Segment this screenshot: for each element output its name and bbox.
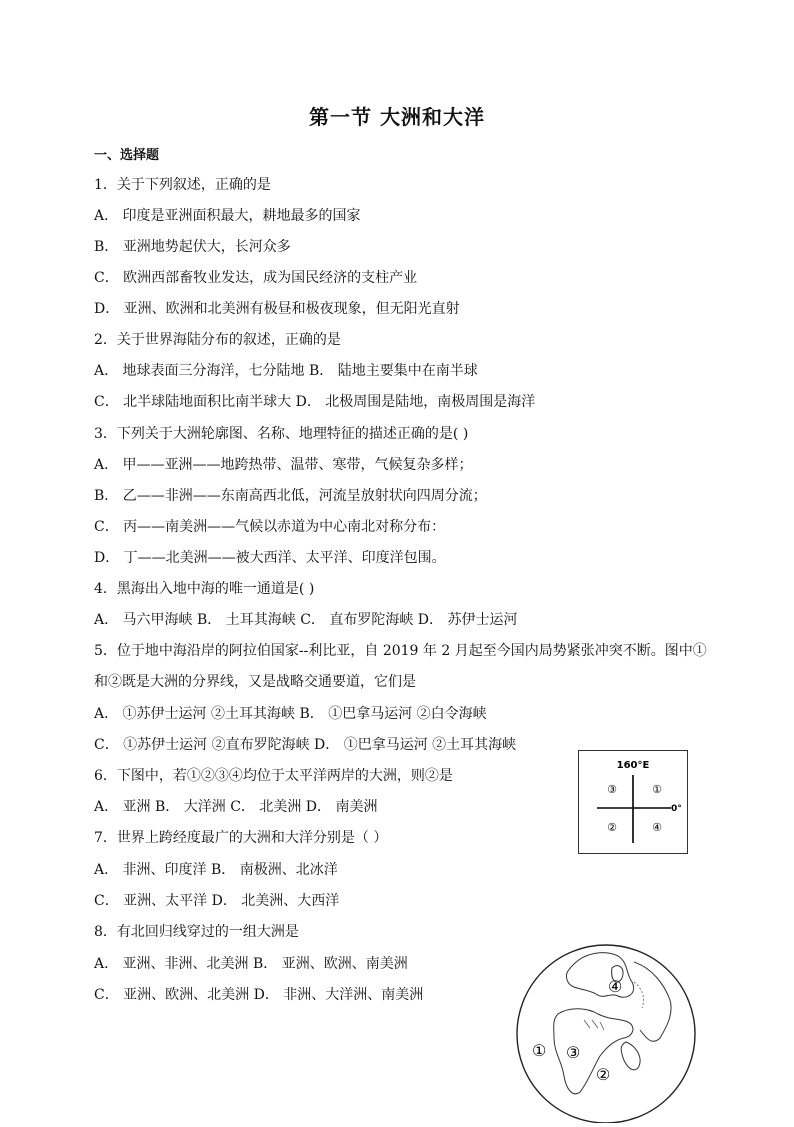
globe-label-3: ③ xyxy=(566,1043,581,1062)
q3-option-a: A． 甲——亚洲——地跨热带、温带、寒带，气候复杂多样； xyxy=(94,457,473,473)
quadrant-label-1: ① xyxy=(652,783,662,796)
q4-stem: 4．黑海出入地中海的唯一通道是( ) xyxy=(94,581,315,597)
q3-option-b: B． 乙——非洲——东南高西北低，河流呈放射状向四周分流； xyxy=(94,488,487,504)
q1-option-a: A． 印度是亚洲面积最大，耕地最多的国家 xyxy=(94,208,361,224)
q8-options-cd: C． 亚洲、欧洲、北美洲 D． 非洲、大洋洲、南美洲 xyxy=(94,987,424,1003)
section-heading: 一、选择题 xyxy=(94,148,160,163)
q5-stem-line1: 5．位于地中海沿岸的阿拉伯国家--利比亚，自 2019 年 2 月起至今国内局势紧张冲突不断。图中① xyxy=(94,643,707,659)
q5-options-ab: A． ①苏伊士运河 ②土耳其海峡 B． ①巴拿马运河 ②白令海峡 xyxy=(94,706,487,722)
page-title: 第一节 大洲和大洋 xyxy=(309,105,485,129)
q1-option-d: D． 亚洲、欧洲和北美洲有极昼和极夜现象，但无阳光直射 xyxy=(94,301,460,317)
quadrant-map xyxy=(578,750,688,854)
quadrant-label-3: ③ xyxy=(607,783,617,796)
q2-options-ab: A． 地球表面三分海洋，七分陆地 B． 陆地主要集中在南半球 xyxy=(94,363,478,379)
q3-option-d: D． 丁——北美洲——被大西洋、太平洋、印度洋包围。 xyxy=(94,550,446,566)
quadrant-label-4: ④ xyxy=(652,821,662,834)
quadrant-label-2: ② xyxy=(607,821,617,834)
quadrant-map-svg xyxy=(579,751,687,853)
q6-options: A． 亚洲 B． 大洋洲 C． 北美洲 D． 南美洲 xyxy=(94,799,378,815)
q8-options-ab: A． 亚洲、非洲、北美洲 B． 亚洲、欧洲、南美洲 xyxy=(94,956,408,972)
q1-option-c: C． 欧洲西部畜牧业发达，成为国民经济的支柱产业 xyxy=(94,270,418,286)
q2-options-cd: C． 北半球陆地面积比南半球大 D． 北极周围是陆地，南极周围是海洋 xyxy=(94,394,536,410)
q5-options-cd: C． ①苏伊士运河 ②直布罗陀海峡 D． ①巴拿马运河 ②土耳其海峡 xyxy=(94,737,517,753)
globe-label-4: ④ xyxy=(608,977,623,996)
q2-stem: 2．关于世界海陆分布的叙述，正确的是 xyxy=(94,332,341,348)
q7-options-cd: C． 亚洲、太平洋 D． 北美洲、大西洋 xyxy=(94,893,340,909)
q7-stem: 7．世界上跨经度最广的大洲和大洋分别是（ ） xyxy=(94,830,388,846)
globe-outline xyxy=(517,945,695,1123)
q5-stem-line2: 和②既是大洲的分界线，又是战略交通要道，它们是 xyxy=(94,674,416,690)
globe-label-2: ② xyxy=(596,1065,611,1084)
q1-stem: 1．关于下列叙述，正确的是 xyxy=(94,177,271,193)
globe-label-1: ① xyxy=(532,1041,547,1060)
q8-stem: 8．有北回归线穿过的一组大洲是 xyxy=(94,924,299,940)
q6-stem: 6．下图中，若①②③④均位于太平洋两岸的大洲，则②是 xyxy=(94,768,453,784)
q3-option-c: C． 丙——南美洲——气候以赤道为中心南北对称分布： xyxy=(94,519,446,535)
meridian-label: 160°E xyxy=(616,760,650,771)
equator-label: 0° xyxy=(671,804,682,814)
q7-options-ab: A． 非洲、印度洋 B． 南极洲、北冰洋 xyxy=(94,862,338,878)
q3-stem: 3．下列关于大洲轮廓图、名称、地理特征的描述正确的是( ) xyxy=(94,426,469,442)
q4-options: A． 马六甲海峡 B． 土耳其海峡 C． 直布罗陀海峡 D． 苏伊士运河 xyxy=(94,612,518,628)
globe-map xyxy=(514,942,698,1123)
globe-map-svg xyxy=(514,942,698,1123)
q1-option-b: B． 亚洲地势起伏大，长河众多 xyxy=(94,239,291,255)
